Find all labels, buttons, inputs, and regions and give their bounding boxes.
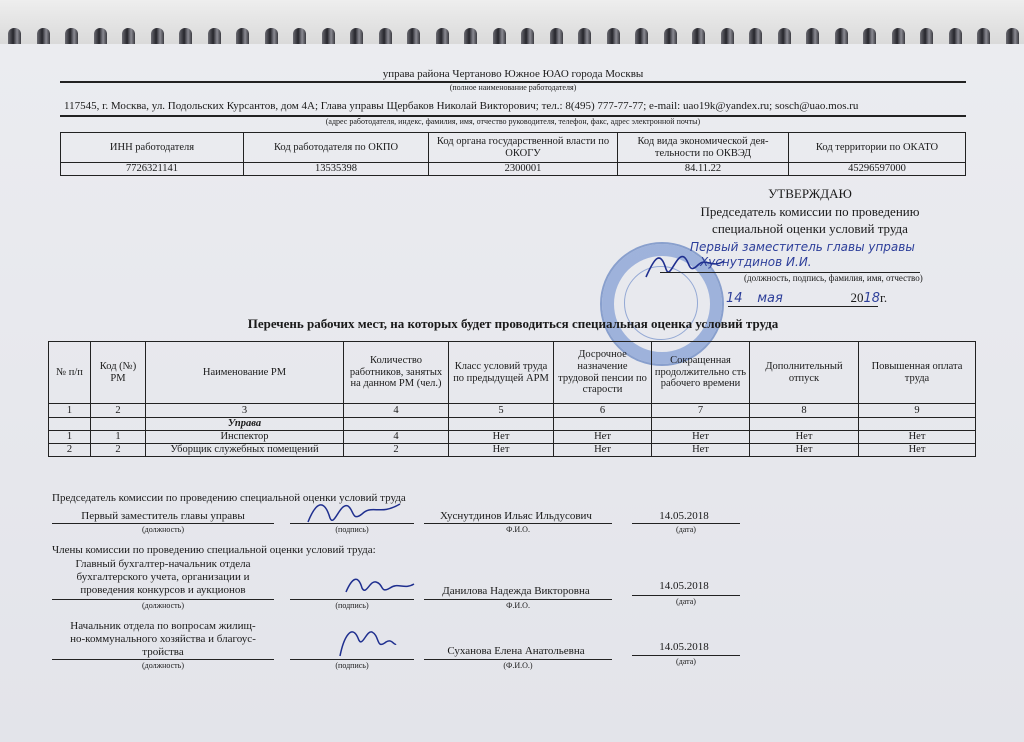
employer-name-caption: (полное наименование работодателя) xyxy=(449,83,577,92)
caption-position: (должность) xyxy=(142,661,184,670)
member2-name: Суханова Елена Анатольевна xyxy=(447,645,585,657)
caption-position: (должность) xyxy=(142,601,184,610)
member2-position-line: тройства xyxy=(142,646,184,659)
member1-position-line: Главный бухгалтер-начальник отдела xyxy=(75,558,251,570)
cell-pay: Нет xyxy=(859,431,976,444)
column-number: 3 xyxy=(146,404,344,418)
cell-code: 1 xyxy=(91,431,146,444)
member1-name: Данилова Надежда Викторовна xyxy=(442,585,590,597)
list-header: Наименование РМ xyxy=(146,342,344,404)
cell-index: 1 xyxy=(49,431,91,444)
column-number: 4 xyxy=(344,404,449,418)
handwritten-name: Хуснутдинов И.И. xyxy=(700,255,812,269)
workplaces-table xyxy=(48,341,976,457)
date-year: 18 xyxy=(863,291,881,306)
list-header: Сокращенная продолжительно сть рабочего времени xyxy=(652,342,750,404)
cell-reduced-time: Нет xyxy=(652,431,750,444)
member1-position-line: проведения конкурсов и аукционов xyxy=(80,584,246,597)
member1-date: 14.05.2018 xyxy=(659,580,709,592)
member1-signature xyxy=(340,564,420,600)
approval-title: УТВЕРЖДАЮ xyxy=(768,186,852,201)
list-header: № п/п xyxy=(49,342,91,404)
approval-date xyxy=(726,290,906,306)
member2-position xyxy=(52,620,274,660)
members-heading: Члены комиссии по проведению специальной оценки условий труда: xyxy=(52,544,376,556)
member2-signature xyxy=(330,616,400,662)
cell-reduced-time: Нет xyxy=(652,444,750,457)
chairman-signature xyxy=(640,239,730,289)
caption-date: (дата) xyxy=(676,597,696,606)
chair-heading: Председатель комиссии по проведению специальной оценки условий труда xyxy=(52,492,406,504)
employer-address: 117545, г. Москва, ул. Подольских Курсантов, дом 4А; Глава управы Щербаков Николай Викторович; тел.: 8(495) 777-77-77; e-mail: uao19k@yandex.ru; sosch@uao.mos.ru xyxy=(64,100,859,112)
codes-value: 84.11.22 xyxy=(618,163,789,176)
list-header: Повышенная оплата труда xyxy=(859,342,976,404)
codes-value: 2300001 xyxy=(429,163,618,176)
codes-header: Код органа государственной власти по ОКОГУ xyxy=(429,133,618,163)
codes-header: Код территории по ОКАТО xyxy=(789,133,966,163)
approval-line-2: специальной оценки условий труда xyxy=(712,221,908,236)
cell-pay: Нет xyxy=(859,444,976,457)
column-number: 6 xyxy=(554,404,652,418)
cell-leave: Нет xyxy=(750,444,859,457)
column-number: 8 xyxy=(750,404,859,418)
date-day: 14 xyxy=(726,291,743,306)
employer-codes-table xyxy=(60,132,966,176)
document-page xyxy=(0,44,1024,742)
codes-value: 7726321141 xyxy=(61,163,244,176)
cell-pension: Нет xyxy=(554,444,652,457)
cell-index: 2 xyxy=(49,444,91,457)
list-header: Класс условий труда по предыдущей АРМ xyxy=(449,342,554,404)
employer-name: управа района Чертаново Южное ЮАО города Москвы xyxy=(382,68,644,80)
list-header: Количество работников, занятых на данном РМ (чел.) xyxy=(344,342,449,404)
caption-signature: (подпись) xyxy=(335,601,369,610)
caption-signature: (подпись) xyxy=(335,525,369,534)
chair-name: Хуснутдинов Ильяс Ильдусович xyxy=(440,510,592,522)
caption-signature: (подпись) xyxy=(335,661,369,670)
caption-date: (дата) xyxy=(676,525,696,534)
caption-date: (дата) xyxy=(676,657,696,666)
member1-position-line: бухгалтерского учета, организации и xyxy=(76,571,250,584)
cell-pension: Нет xyxy=(554,431,652,444)
cell-class: Нет xyxy=(449,431,554,444)
handwritten-position: Первый заместитель главы управы xyxy=(690,240,915,254)
table-row xyxy=(49,444,976,457)
codes-header: Код работодателя по ОКПО xyxy=(244,133,429,163)
member2-position-line: но-коммунального хозяйства и благоус- xyxy=(70,633,256,646)
cell-code: 2 xyxy=(91,444,146,457)
approval-line-1: Председатель комиссии по проведению xyxy=(700,204,920,219)
caption-name: (Ф.И.О.) xyxy=(503,661,533,670)
chair-date: 14.05.2018 xyxy=(659,510,709,522)
list-header: Дополнительный отпуск xyxy=(750,342,859,404)
codes-header: Код вида экономической дея-тельности по ОКВЭД xyxy=(618,133,789,163)
member1-position xyxy=(52,558,274,598)
codes-header: ИНН работодателя xyxy=(61,133,244,163)
group-label: Управа xyxy=(146,418,344,431)
cell-count: 2 xyxy=(344,444,449,457)
date-prefix: 20 xyxy=(850,290,864,305)
cell-name: Уборщик служебных помещений xyxy=(146,444,344,457)
date-month: мая xyxy=(757,291,783,306)
codes-value: 45296597000 xyxy=(789,163,966,176)
table-row xyxy=(49,431,976,444)
column-number: 5 xyxy=(449,404,554,418)
member2-date: 14.05.2018 xyxy=(659,641,709,653)
column-number: 7 xyxy=(652,404,750,418)
cell-class: Нет xyxy=(449,444,554,457)
list-header: Досрочное назначение трудовой пенсии по старости xyxy=(554,342,652,404)
caption-position: (должность) xyxy=(142,525,184,534)
caption-name: Ф.И.О. xyxy=(506,601,530,610)
date-suffix: г. xyxy=(880,290,888,305)
cell-leave: Нет xyxy=(750,431,859,444)
chair-position: Первый заместитель главы управы xyxy=(81,510,245,522)
column-number: 1 xyxy=(49,404,91,418)
column-number: 9 xyxy=(859,404,976,418)
cell-count: 4 xyxy=(344,431,449,444)
approval-caption: (должность, подпись, фамилия, имя, отчество) xyxy=(744,273,923,283)
caption-name: Ф.И.О. xyxy=(506,525,530,534)
column-number: 2 xyxy=(91,404,146,418)
member2-position-line: Начальник отдела по вопросам жилищ- xyxy=(70,620,256,632)
codes-value: 13535398 xyxy=(244,163,429,176)
cell-name: Инспектор xyxy=(146,431,344,444)
list-header: Код (№) РМ xyxy=(91,342,146,404)
employer-address-caption: (адрес работодателя, индекс, фамилия, имя, отчество руководителя, телефон, факс, адрес электронной почты) xyxy=(325,117,701,126)
list-title: Перечень рабочих мест, на которых будет проводиться специальная оценка условий труда xyxy=(247,316,779,331)
